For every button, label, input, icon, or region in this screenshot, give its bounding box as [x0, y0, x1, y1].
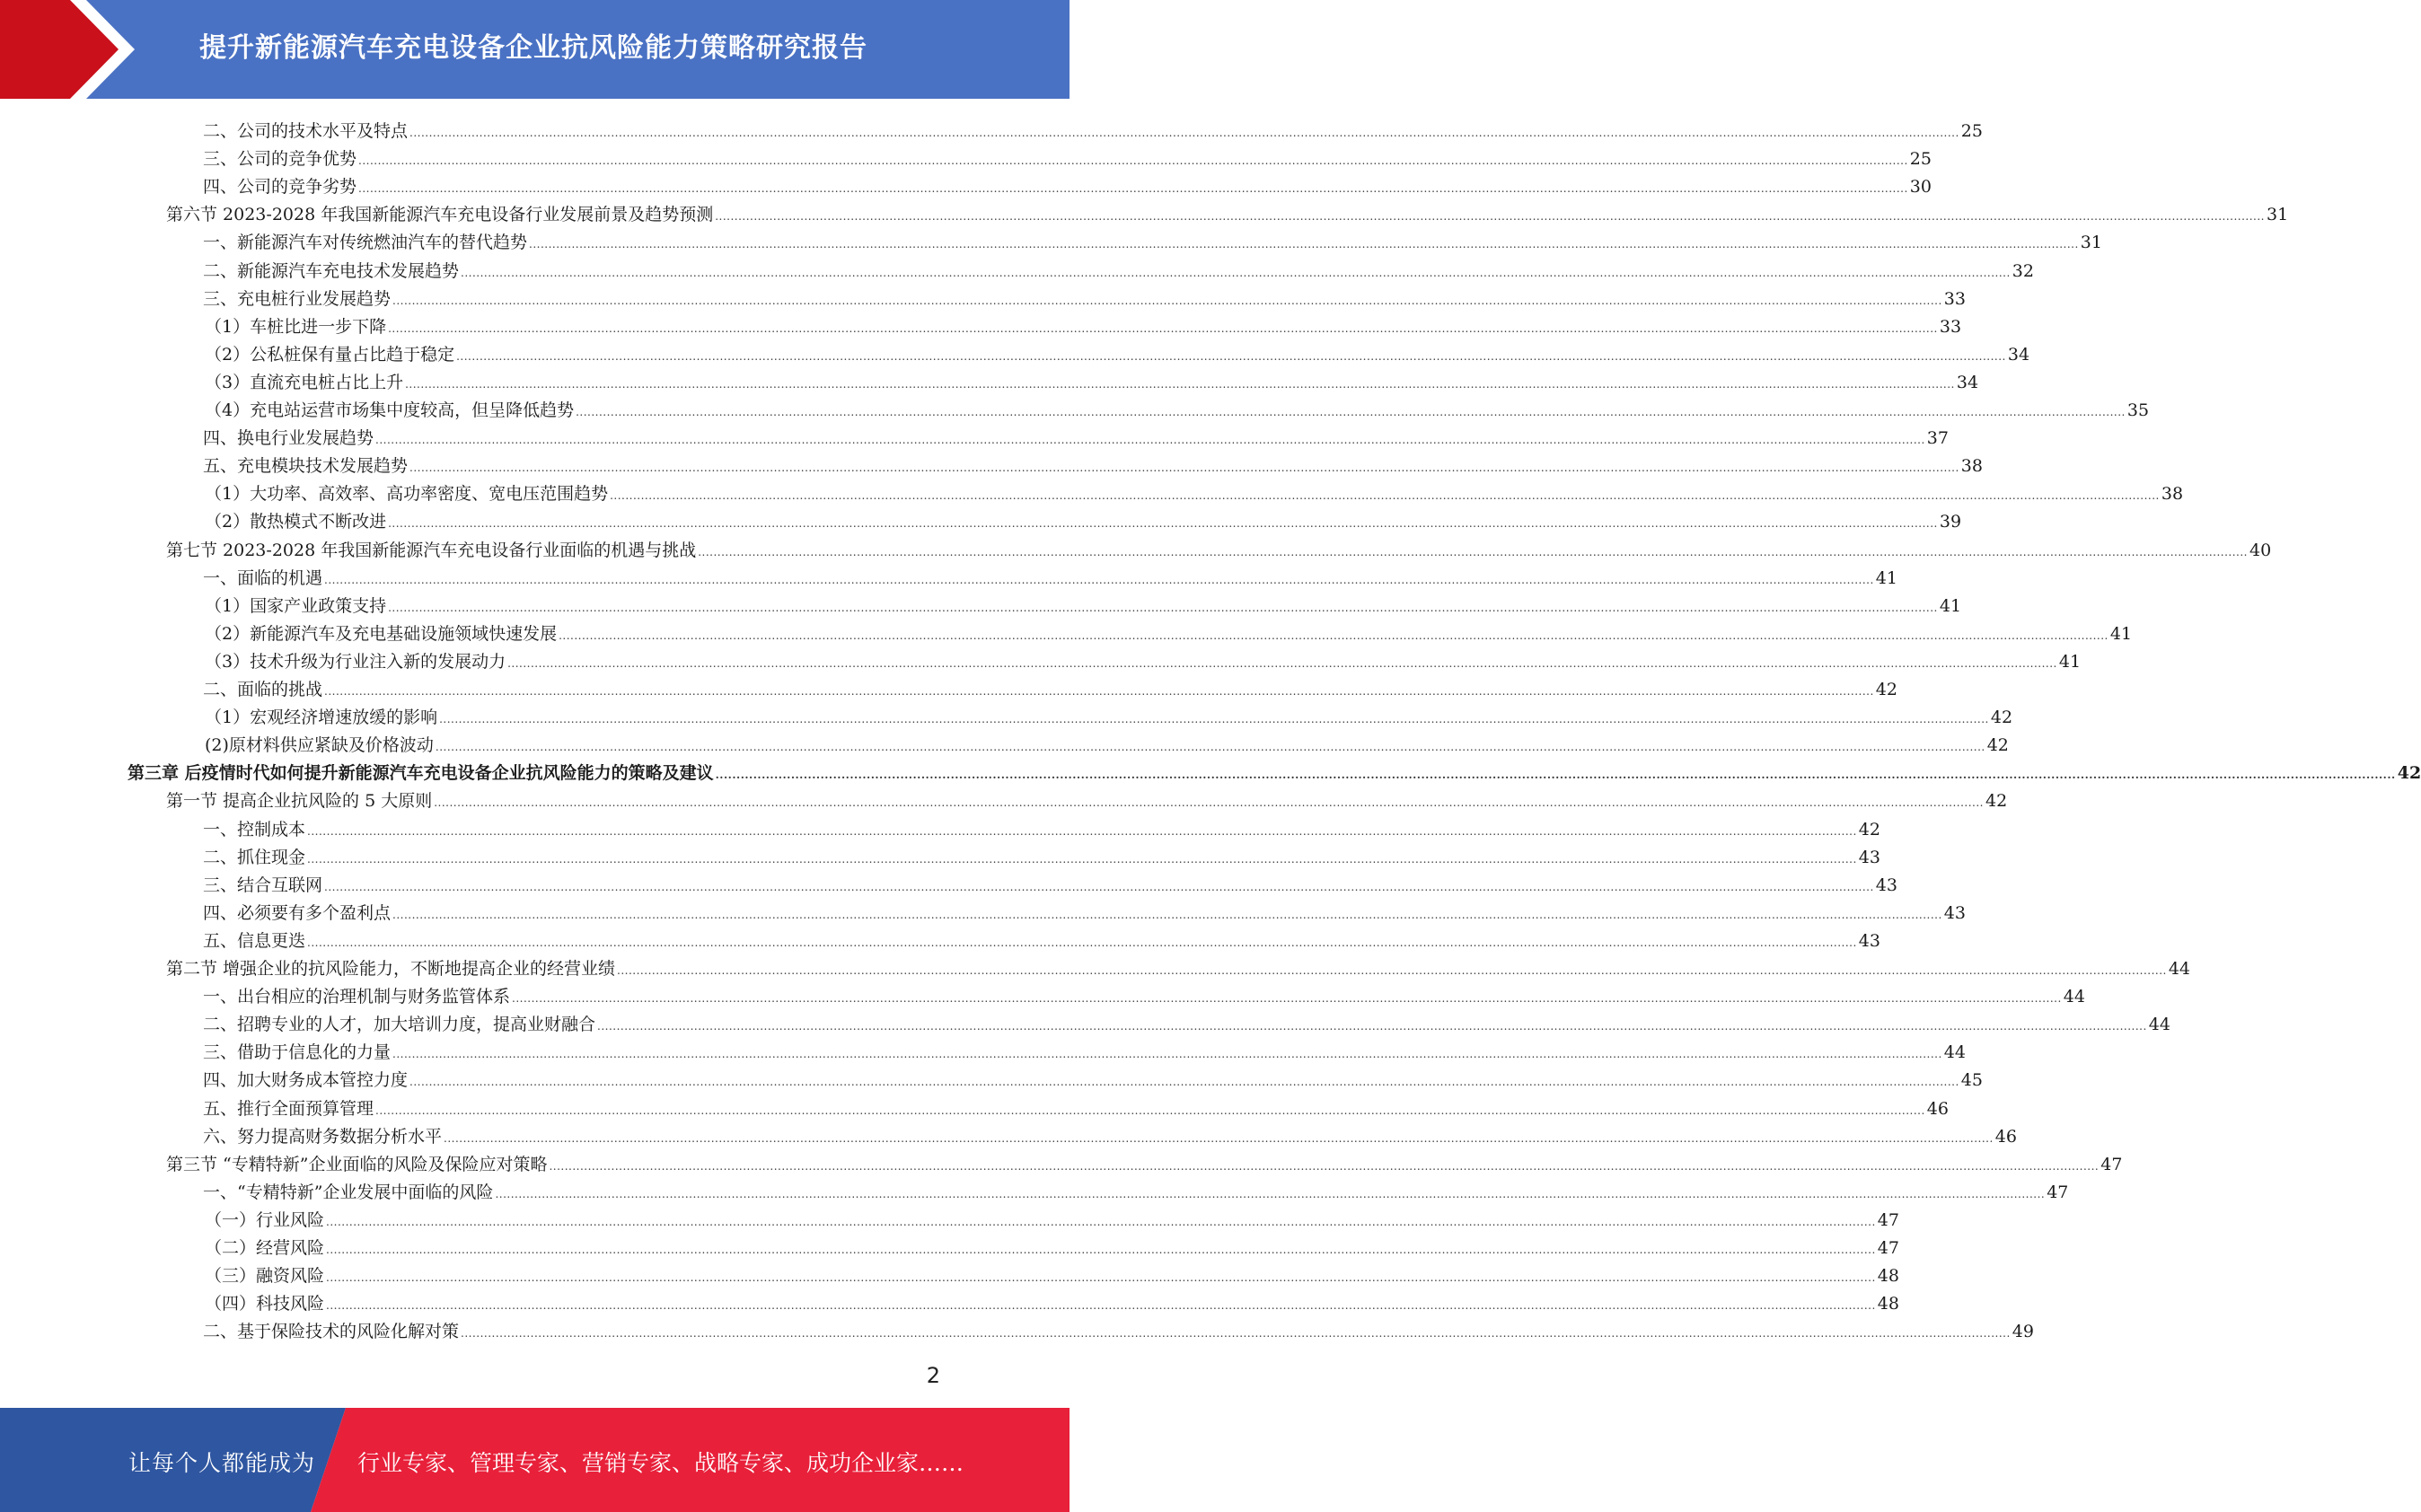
toc-dot-leader: ................................................................................................................................................................................................................................................................................................................................................................................................................ — [409, 1076, 1959, 1089]
toc-entry[interactable] — [203, 672, 1897, 700]
toc-entry[interactable] — [205, 393, 2150, 421]
toc-entry-page: 33 — [1943, 288, 1966, 309]
toc-dot-leader: ................................................................................................................................................................................................................................................................................................................................................................................................................ — [388, 321, 1938, 335]
toc-dot-leader: ................................................................................................................................................................................................................................................................................................................................................................................................................ — [388, 601, 1938, 614]
toc-dot-leader: ................................................................................................................................................................................................................................................................................................................................................................................................................ — [549, 1159, 2100, 1173]
toc-entry[interactable] — [203, 282, 1966, 310]
toc-dot-leader: ................................................................................................................................................................................................................................................................................................................................................................................................................ — [326, 1215, 1876, 1228]
toc-entry-page: 44 — [1943, 1042, 1966, 1063]
toc-entry[interactable] — [205, 365, 1979, 393]
toc-entry-page: 41 — [2109, 623, 2133, 644]
toc-entry-label: （一）行业风险 — [205, 1209, 325, 1230]
toc-entry-label: （3）直流充电桩占比上升 — [205, 372, 404, 392]
toc-dot-leader: ................................................................................................................................................................................................................................................................................................................................................................................................................ — [439, 713, 1989, 726]
toc-entry-page: 34 — [2007, 344, 2030, 365]
toc-entry-label: 第一节 提高企业抗风险的 5 大原则 — [166, 791, 433, 812]
toc-entry-page: 43 — [1943, 902, 1966, 923]
toc-entry-label: 二、新能源汽车充电技术发展趋势 — [203, 260, 460, 281]
toc-entry-page: 46 — [1994, 1126, 2017, 1147]
toc-entry-page: 47 — [2100, 1154, 2123, 1174]
toc-entry-label: （四）科技风险 — [205, 1294, 325, 1314]
toc-entry[interactable] — [203, 1092, 1949, 1120]
toc-dot-leader: ................................................................................................................................................................................................................................................................................................................................................................................................................ — [358, 154, 1908, 168]
toc-entry[interactable] — [205, 1203, 1899, 1231]
toc-entry-page: 43 — [1858, 847, 1880, 867]
toc-dot-leader: ................................................................................................................................................................................................................................................................................................................................................................................................................ — [392, 1048, 1942, 1061]
toc-dot-leader: ................................................................................................................................................................................................................................................................................................................................................................................................................ — [326, 1271, 1876, 1285]
toc-entry-page: 47 — [2047, 1182, 2069, 1202]
toc-dot-leader: ................................................................................................................................................................................................................................................................................................................................................................................................................ — [324, 573, 1874, 586]
toc-entry-label: 三、结合互联网 — [203, 875, 323, 895]
toc-entry-page: 48 — [1877, 1266, 1899, 1287]
toc-dot-leader: ................................................................................................................................................................................................................................................................................................................................................................................................................ — [610, 489, 2160, 503]
toc-dot-leader: ................................................................................................................................................................................................................................................................................................................................................................................................................ — [434, 796, 1984, 810]
toc-entry-label: （1）宏观经济增速放缓的影响 — [205, 708, 438, 728]
toc-entry-label: （4）充电站运营市场集中度较高，但呈降低趋势 — [205, 400, 575, 420]
toc-dot-leader: ................................................................................................................................................................................................................................................................................................................................................................................................................ — [388, 517, 1938, 531]
toc-entry-page: 38 — [1960, 456, 1983, 477]
toc-dot-leader: ................................................................................................................................................................................................................................................................................................................................................................................................................ — [715, 210, 2265, 224]
toc-entry-page: 42 — [1875, 680, 1897, 699]
toc-entry[interactable] — [205, 1287, 1899, 1314]
toc-dot-leader: ................................................................................................................................................................................................................................................................................................................................................................................................................ — [409, 127, 1959, 139]
toc-entry[interactable] — [203, 170, 1932, 198]
toc-entry-label: （3）技术升级为行业注入新的发展动力 — [205, 651, 506, 672]
toc-dot-leader: ................................................................................................................................................................................................................................................................................................................................................................................................................ — [507, 656, 2057, 670]
toc-dot-leader: ................................................................................................................................................................................................................................................................................................................................................................................................................ — [326, 1244, 1876, 1256]
toc-dot-leader: ................................................................................................................................................................................................................................................................................................................................................................................................................ — [307, 824, 1857, 838]
toc-entry[interactable] — [203, 1314, 2034, 1342]
toc-entry-label: 二、招聘专业的人才，加大培训力度，提高业财融合 — [203, 1015, 596, 1035]
toc-dot-leader: ................................................................................................................................................................................................................................................................................................................................................................................................................ — [597, 1020, 2147, 1033]
toc-dot-leader: ................................................................................................................................................................................................................................................................................................................................................................................................................ — [375, 1103, 1925, 1117]
toc-entry-page: 43 — [1875, 875, 1897, 895]
toc-entry-label: （1）大功率、高效率、高功率密度、宽电压范围趋势 — [205, 484, 609, 505]
toc-entry-page: 38 — [2161, 484, 2184, 505]
toc-entry[interactable] — [203, 980, 2085, 1007]
toc-entry-page: 47 — [1877, 1238, 1899, 1258]
toc-dot-leader: ................................................................................................................................................................................................................................................................................................................................................................................................................ — [392, 294, 1942, 307]
toc-entry-page: 44 — [2148, 1015, 2170, 1035]
footer-slogan-left: 让每个人都能成为 — [128, 1450, 316, 1476]
toc-entry[interactable] — [205, 617, 2133, 645]
toc-entry-page: 25 — [1960, 121, 1983, 141]
toc-entry-label: （1）国家产业政策支持 — [205, 595, 387, 616]
toc-entry-label: 五、信息更迭 — [203, 930, 306, 951]
toc-dot-leader: ................................................................................................................................................................................................................................................................................................................................................................................................................ — [392, 908, 1942, 921]
toc-entry-page: 42 — [1858, 819, 1880, 840]
toc-entry-page: 48 — [1877, 1294, 1899, 1314]
toc-entry-page: 41 — [1875, 567, 1897, 588]
page-header — [0, 0, 1070, 99]
toc-entry-page: 44 — [2168, 959, 2191, 979]
toc-entry-label: 二、基于保险技术的风险化解对策 — [203, 1322, 460, 1342]
toc-entry-label: 三、借助于信息化的力量 — [203, 1042, 392, 1063]
toc-entry[interactable] — [203, 1007, 2170, 1035]
toc-entry[interactable] — [166, 198, 2289, 225]
toc-dot-leader: ................................................................................................................................................................................................................................................................................................................................................................................................................ — [324, 685, 1874, 698]
toc-entry-label: 四、换电行业发展趋势 — [203, 428, 374, 449]
toc-entry[interactable] — [205, 310, 1962, 338]
toc-entry[interactable] — [203, 840, 1880, 868]
toc-entry-label: 一、控制成本 — [203, 819, 306, 840]
toc-dot-leader: ................................................................................................................................................................................................................................................................................................................................................................................................................ — [461, 266, 2011, 279]
toc-entry-label: 第三节 “专精特新”企业面临的风险及保险应对策略 — [166, 1154, 548, 1174]
toc-entry-label: 一、新能源汽车对传统燃油汽车的替代趋势 — [203, 233, 528, 253]
toc-entry-label: 五、推行全面预算管理 — [203, 1098, 374, 1119]
toc-entry-page: 31 — [2267, 205, 2289, 225]
toc-entry-page: 30 — [1909, 177, 1932, 198]
toc-dot-leader: ................................................................................................................................................................................................................................................................................................................................................................................................................ — [617, 964, 2167, 977]
toc-dot-leader: ................................................................................................................................................................................................................................................................................................................................................................................................................ — [435, 741, 1985, 754]
toc-dot-leader: ................................................................................................................................................................................................................................................................................................................................................................................................................ — [307, 936, 1857, 949]
toc-entry-page: 33 — [1939, 316, 1962, 337]
toc-entry[interactable] — [205, 505, 1962, 532]
toc-dot-leader: ................................................................................................................................................................................................................................................................................................................................................................................................................ — [559, 629, 2108, 642]
toc-entry-label: 三、充电桩行业发展趋势 — [203, 288, 392, 309]
toc-entry-label: 六、努力提高财务数据分析水平 — [203, 1126, 443, 1147]
toc-dot-leader: ................................................................................................................................................................................................................................................................................................................................................................................................................ — [444, 1131, 1994, 1145]
toc-entry[interactable] — [203, 1063, 1983, 1091]
toc-entry-label: 五、充电模块技术发展趋势 — [203, 456, 409, 477]
toc-entry-page: 41 — [1939, 595, 1962, 616]
toc-dot-leader: ................................................................................................................................................................................................................................................................................................................................................................................................................ — [307, 852, 1857, 866]
toc-entry-label: （1）车桩比进一步下降 — [205, 316, 387, 337]
toc-entry[interactable] — [203, 813, 1880, 840]
toc-entry-page: 43 — [1858, 930, 1880, 951]
toc-entry[interactable] — [205, 1259, 1899, 1287]
toc-dot-leader: ................................................................................................................................................................................................................................................................................................................................................................................................................ — [698, 545, 2248, 558]
toc-entry-page: 42 — [1985, 791, 2008, 812]
toc-entry[interactable] — [203, 1175, 2069, 1203]
toc-entry[interactable] — [203, 1120, 2017, 1147]
toc-entry-page: 42 — [1986, 735, 2009, 756]
toc-entry-label: 第二节 增强企业的抗风险能力，不断地提高企业的经营业绩 — [166, 959, 616, 979]
toc-dot-leader: ................................................................................................................................................................................................................................................................................................................................................................................................................ — [512, 992, 2062, 1006]
toc-entry[interactable] — [205, 700, 2013, 728]
toc-entry[interactable] — [203, 561, 1897, 589]
toc-dot-leader: ................................................................................................................................................................................................................................................................................................................................................................................................................ — [375, 434, 1925, 447]
toc-entry[interactable] — [203, 225, 2102, 253]
toc-entry-label: 四、公司的竞争劣势 — [203, 177, 357, 198]
toc-dot-leader: ................................................................................................................................................................................................................................................................................................................................................................................................................ — [495, 1187, 2046, 1200]
toc-entry[interactable] — [203, 114, 1983, 142]
toc-entry-label: （2）公私桩保有量占比趋于稳定 — [205, 344, 455, 365]
toc-dot-leader: ................................................................................................................................................................................................................................................................................................................................................................................................................ — [405, 377, 1955, 391]
toc-entry[interactable] — [128, 756, 2421, 784]
toc-entry[interactable] — [166, 1147, 2123, 1175]
footer-slogan-right: 行业专家、管理专家、营销专家、战略专家、成功企业家…… — [357, 1450, 964, 1476]
toc-dot-leader: ................................................................................................................................................................................................................................................................................................................................................................................................................ — [461, 1327, 2011, 1341]
toc-entry-page: 31 — [2080, 233, 2102, 253]
toc-entry-page: 47 — [1877, 1209, 1899, 1230]
toc-entry-page: 34 — [1956, 372, 1979, 392]
toc-dot-leader: ................................................................................................................................................................................................................................................................................................................................................................................................................ — [456, 349, 2006, 363]
toc-entry[interactable] — [205, 589, 1962, 617]
page-number: 2 — [926, 1363, 940, 1388]
toc-entry-label: 第三章 后疫情时代如何提升新能源汽车充电设备企业抗风险能力的策略及建议 — [128, 763, 714, 784]
toc-entry[interactable] — [205, 645, 2082, 672]
toc-entry-label: 第七节 2023-2028 年我国新能源汽车充电设备行业面临的机遇与挑战 — [166, 540, 697, 560]
toc-entry[interactable] — [203, 142, 1932, 170]
toc-entry-label: (2)原材料供应紧缺及价格波动 — [205, 735, 434, 756]
toc-entry-label: 一、面临的机遇 — [203, 567, 323, 588]
toc-entry-page: 46 — [1926, 1098, 1949, 1119]
toc-entry-label: 第六节 2023-2028 年我国新能源汽车充电设备行业发展前景及趋势预测 — [166, 205, 714, 225]
toc-entry[interactable] — [205, 338, 2030, 365]
toc-entry-page: 35 — [2126, 400, 2150, 420]
toc-entry-page: 42 — [1990, 708, 2013, 728]
toc-entry-page: 32 — [2012, 260, 2034, 281]
toc-entry-page: 45 — [1960, 1070, 1983, 1091]
toc-entry-page: 49 — [2012, 1322, 2034, 1342]
toc-entry[interactable] — [203, 896, 1966, 924]
toc-entry[interactable] — [203, 421, 1949, 449]
toc-entry[interactable] — [203, 254, 2034, 282]
toc-entry[interactable] — [203, 868, 1897, 896]
toc-entry-page: 40 — [2249, 540, 2272, 560]
toc-entry[interactable] — [166, 784, 2008, 812]
toc-entry-label: （2）散热模式不断改进 — [205, 512, 387, 532]
toc-entry-label: 四、必须要有多个盈利点 — [203, 902, 392, 923]
toc-entry-label: 四、加大财务成本管控力度 — [203, 1070, 409, 1091]
toc-entry-label: （二）经营风险 — [205, 1238, 325, 1258]
toc-entry-page: 41 — [2058, 651, 2082, 672]
toc-dot-leader: ................................................................................................................................................................................................................................................................................................................................................................................................................ — [324, 880, 1874, 893]
toc-entry-label: 二、抓住现金 — [203, 847, 306, 867]
toc-dot-leader: ................................................................................................................................................................................................................................................................................................................................................................................................................ — [529, 238, 2079, 251]
toc-entry[interactable] — [203, 924, 1880, 952]
toc-dot-leader: ................................................................................................................................................................................................................................................................................................................................................................................................................ — [358, 182, 1908, 196]
toc-entry[interactable] — [203, 449, 1983, 477]
toc-entry[interactable] — [205, 1231, 1899, 1259]
toc-entry[interactable] — [205, 477, 2184, 505]
toc-entry-page: 44 — [2063, 987, 2085, 1007]
toc-entry[interactable] — [203, 1035, 1966, 1063]
toc-dot-leader: ................................................................................................................................................................................................................................................................................................................................................................................................................ — [715, 769, 2396, 782]
toc-entry-label: 三、公司的竞争优势 — [203, 149, 357, 170]
toc-entry-label: 二、面临的挑战 — [203, 680, 323, 699]
header-title: 提升新能源汽车充电设备企业抗风险能力策略研究报告 — [199, 32, 867, 64]
toc-entry-label: 二、公司的技术水平及特点 — [203, 121, 409, 141]
toc-entry-page: 42 — [2397, 763, 2421, 784]
toc-dot-leader: ................................................................................................................................................................................................................................................................................................................................................................................................................ — [409, 462, 1959, 475]
toc-entry-label: （三）融资风险 — [205, 1266, 325, 1287]
toc-entry-page: 37 — [1926, 428, 1949, 449]
toc-entry[interactable] — [166, 533, 2272, 561]
toc-entry-page: 25 — [1909, 149, 1932, 170]
page-footer — [0, 1408, 1070, 1512]
toc-entry[interactable] — [205, 728, 2009, 756]
toc-dot-leader: ................................................................................................................................................................................................................................................................................................................................................................................................................ — [326, 1299, 1876, 1313]
toc-entry-label: 一、“专精特新”企业发展中面临的风险 — [203, 1182, 494, 1202]
toc-entry-page: 39 — [1939, 512, 1962, 532]
toc-dot-leader: ................................................................................................................................................................................................................................................................................................................................................................................................................ — [576, 406, 2126, 418]
toc-entry-label: （2）新能源汽车及充电基础设施领域快速发展 — [205, 623, 558, 644]
toc-entry[interactable] — [166, 952, 2191, 980]
toc-entry-label: 一、出台相应的治理机制与财务监管体系 — [203, 987, 511, 1007]
